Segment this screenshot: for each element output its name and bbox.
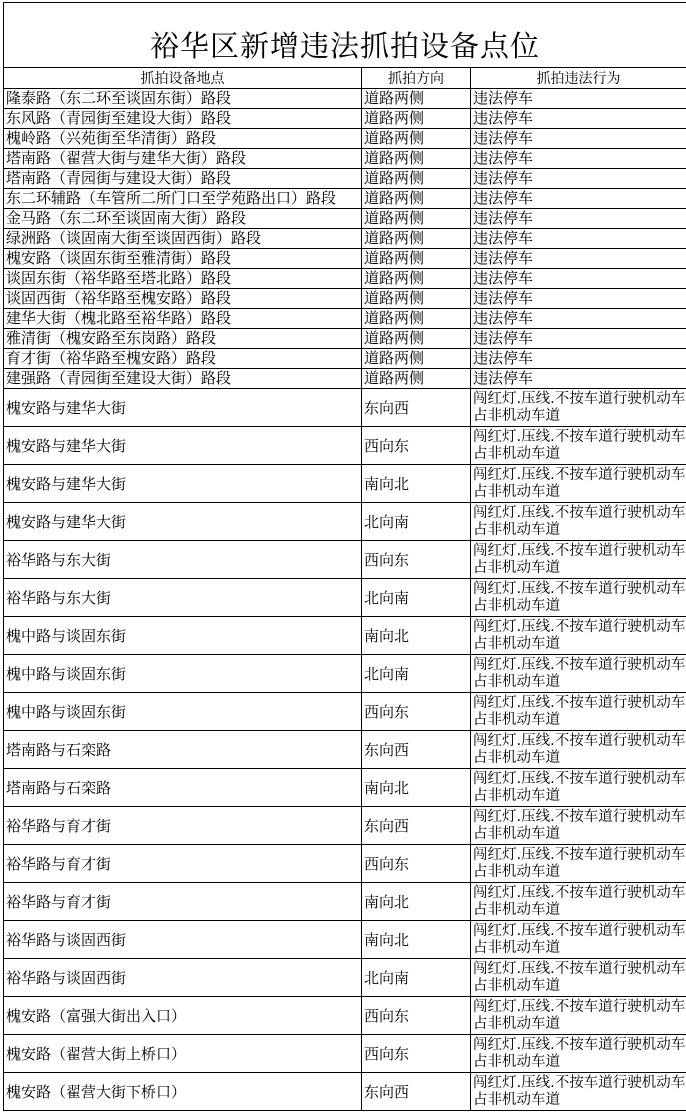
violation-cell: 违法停车	[471, 169, 686, 189]
location-cell: 裕华路与谈固西街	[4, 959, 362, 997]
table-body	[4, 89, 686, 1111]
direction-cell: 道路两侧	[362, 249, 471, 269]
location-cell: 育才街（裕华路至槐安路）路段	[4, 349, 362, 369]
table-row	[4, 541, 686, 579]
direction-cell: 西向东	[362, 693, 471, 731]
direction-cell: 北向南	[362, 655, 471, 693]
table-row	[4, 883, 686, 921]
table-row	[4, 369, 686, 389]
violation-cell: 违法停车	[471, 309, 686, 329]
direction-cell: 南向北	[362, 921, 471, 959]
violation-cell: 违法停车	[471, 89, 686, 109]
direction-cell: 道路两侧	[362, 89, 471, 109]
direction-cell: 西向东	[362, 541, 471, 579]
direction-cell: 道路两侧	[362, 329, 471, 349]
violation-cell: 闯红灯.压线.不按车道行驶机动车占非机动车道	[471, 427, 686, 465]
device-table	[3, 2, 686, 1111]
direction-cell: 道路两侧	[362, 309, 471, 329]
direction-cell: 南向北	[362, 617, 471, 655]
location-cell: 槐安路与建华大街	[4, 465, 362, 503]
table-row	[4, 1073, 686, 1111]
table-row	[4, 1035, 686, 1073]
direction-cell: 道路两侧	[362, 109, 471, 129]
location-cell: 塔南路（翟营大街与建华大街）路段	[4, 149, 362, 169]
location-cell: 裕华路与育才街	[4, 845, 362, 883]
location-cell: 裕华路与东大街	[4, 579, 362, 617]
violation-cell: 闯红灯.压线.不按车道行驶机动车占非机动车道	[471, 465, 686, 503]
violation-cell: 违法停车	[471, 289, 686, 309]
table-row	[4, 731, 686, 769]
location-cell: 谈固西街（裕华路至槐安路）路段	[4, 289, 362, 309]
violation-cell: 违法停车	[471, 189, 686, 209]
table-row	[4, 189, 686, 209]
direction-cell: 道路两侧	[362, 129, 471, 149]
location-cell: 裕华路与育才街	[4, 807, 362, 845]
violation-cell: 违法停车	[471, 369, 686, 389]
table-row	[4, 807, 686, 845]
direction-cell: 道路两侧	[362, 189, 471, 209]
violation-cell: 闯红灯.压线.不按车道行驶机动车占非机动车道	[471, 997, 686, 1035]
location-cell: 槐安路（翟营大街上桥口）	[4, 1035, 362, 1073]
direction-cell: 南向北	[362, 883, 471, 921]
violation-cell: 闯红灯.压线.不按车道行驶机动车占非机动车道	[471, 731, 686, 769]
violation-cell: 违法停车	[471, 329, 686, 349]
violation-cell: 闯红灯.压线.不按车道行驶机动车占非机动车道	[471, 389, 686, 427]
violation-cell: 闯红灯.压线.不按车道行驶机动车占非机动车道	[471, 883, 686, 921]
violation-cell: 违法停车	[471, 149, 686, 169]
location-cell: 槐安路（翟营大街下桥口）	[4, 1073, 362, 1111]
direction-cell: 北向南	[362, 959, 471, 997]
violation-cell: 违法停车	[471, 229, 686, 249]
violation-cell: 违法停车	[471, 129, 686, 149]
location-cell: 雅清街（槐安路至东岗路）路段	[4, 329, 362, 349]
table-row	[4, 89, 686, 109]
location-cell: 裕华路与育才街	[4, 883, 362, 921]
table-row	[4, 129, 686, 149]
table-row	[4, 769, 686, 807]
direction-cell: 西向东	[362, 1035, 471, 1073]
violation-cell: 闯红灯.压线.不按车道行驶机动车占非机动车道	[471, 541, 686, 579]
direction-cell: 东向西	[362, 731, 471, 769]
violation-cell: 闯红灯.压线.不按车道行驶机动车占非机动车道	[471, 807, 686, 845]
table-row	[4, 169, 686, 189]
violation-cell: 闯红灯.压线.不按车道行驶机动车占非机动车道	[471, 655, 686, 693]
table-row	[4, 149, 686, 169]
location-cell: 槐岭路（兴苑街至华清街）路段	[4, 129, 362, 149]
location-cell: 槐安路与建华大街	[4, 389, 362, 427]
table-row	[4, 427, 686, 465]
location-cell: 槐安路与建华大街	[4, 503, 362, 541]
violation-cell: 闯红灯.压线.不按车道行驶机动车占非机动车道	[471, 1073, 686, 1111]
header-violation: 抓拍违法行为	[471, 68, 686, 89]
table-row	[4, 109, 686, 129]
violation-cell: 闯红灯.压线.不按车道行驶机动车占非机动车道	[471, 693, 686, 731]
table-row	[4, 249, 686, 269]
violation-cell: 闯红灯.压线.不按车道行驶机动车占非机动车道	[471, 579, 686, 617]
violation-cell: 违法停车	[471, 109, 686, 129]
direction-cell: 北向南	[362, 579, 471, 617]
violation-cell: 违法停车	[471, 349, 686, 369]
location-cell: 塔南路（青园街与建设大街）路段	[4, 169, 362, 189]
table-row	[4, 389, 686, 427]
table-row	[4, 465, 686, 503]
table-row	[4, 959, 686, 997]
table-row	[4, 845, 686, 883]
table-row	[4, 503, 686, 541]
table-row	[4, 269, 686, 289]
header-location: 抓拍设备地点	[4, 68, 362, 89]
violation-cell: 闯红灯.压线.不按车道行驶机动车占非机动车道	[471, 1035, 686, 1073]
violation-cell: 闯红灯.压线.不按车道行驶机动车占非机动车道	[471, 503, 686, 541]
direction-cell: 东向西	[362, 1073, 471, 1111]
table-row	[4, 997, 686, 1035]
direction-cell: 南向北	[362, 465, 471, 503]
location-cell: 东二环辅路（车管所二所门口至学苑路出口）路段	[4, 189, 362, 209]
direction-cell: 南向北	[362, 769, 471, 807]
location-cell: 槐安路（谈固东街至雅清街）路段	[4, 249, 362, 269]
table-title: 裕华区新增违法抓拍设备点位	[4, 3, 686, 68]
direction-cell: 道路两侧	[362, 269, 471, 289]
direction-cell: 道路两侧	[362, 349, 471, 369]
violation-cell: 闯红灯.压线.不按车道行驶机动车占非机动车道	[471, 769, 686, 807]
location-cell: 金马路（东二环至谈固南大街）路段	[4, 209, 362, 229]
direction-cell: 道路两侧	[362, 209, 471, 229]
location-cell: 塔南路与石栾路	[4, 731, 362, 769]
direction-cell: 东向西	[362, 389, 471, 427]
violation-cell: 闯红灯.压线.不按车道行驶机动车占非机动车道	[471, 959, 686, 997]
violation-cell: 违法停车	[471, 269, 686, 289]
direction-cell: 道路两侧	[362, 369, 471, 389]
location-cell: 裕华路与东大街	[4, 541, 362, 579]
violation-cell: 违法停车	[471, 209, 686, 229]
location-cell: 绿洲路（谈固南大街至谈固西街）路段	[4, 229, 362, 249]
header-direction: 抓拍方向	[362, 68, 471, 89]
direction-cell: 东向西	[362, 807, 471, 845]
location-cell: 建强路（青园街至建设大街）路段	[4, 369, 362, 389]
location-cell: 槐安路与建华大街	[4, 427, 362, 465]
location-cell: 槐中路与谈固东街	[4, 693, 362, 731]
table-row	[4, 309, 686, 329]
location-cell: 东风路（青园街至建设大街）路段	[4, 109, 362, 129]
location-cell: 裕华路与谈固西街	[4, 921, 362, 959]
location-cell: 塔南路与石栾路	[4, 769, 362, 807]
location-cell: 槐中路与谈固东街	[4, 655, 362, 693]
table-row	[4, 579, 686, 617]
spreadsheet	[3, 2, 686, 1111]
violation-cell: 违法停车	[471, 249, 686, 269]
location-cell: 槐中路与谈固东街	[4, 617, 362, 655]
location-cell: 谈固东街（裕华路至塔北路）路段	[4, 269, 362, 289]
direction-cell: 道路两侧	[362, 169, 471, 189]
table-row	[4, 617, 686, 655]
direction-cell: 西向东	[362, 845, 471, 883]
direction-cell: 北向南	[362, 503, 471, 541]
violation-cell: 闯红灯.压线.不按车道行驶机动车占非机动车道	[471, 617, 686, 655]
table-row	[4, 209, 686, 229]
direction-cell: 道路两侧	[362, 149, 471, 169]
location-cell: 槐安路（富强大街出入口）	[4, 997, 362, 1035]
table-row	[4, 693, 686, 731]
violation-cell: 闯红灯.压线.不按车道行驶机动车占非机动车道	[471, 921, 686, 959]
violation-cell: 闯红灯.压线.不按车道行驶机动车占非机动车道	[471, 845, 686, 883]
location-cell: 隆泰路（东二环至谈固东街）路段	[4, 89, 362, 109]
table-row	[4, 229, 686, 249]
location-cell: 建华大街（槐北路至裕华路）路段	[4, 309, 362, 329]
table-row	[4, 329, 686, 349]
direction-cell: 西向东	[362, 427, 471, 465]
table-row	[4, 655, 686, 693]
direction-cell: 道路两侧	[362, 289, 471, 309]
direction-cell: 西向东	[362, 997, 471, 1035]
table-row	[4, 349, 686, 369]
direction-cell: 道路两侧	[362, 229, 471, 249]
table-row	[4, 921, 686, 959]
table-row	[4, 289, 686, 309]
